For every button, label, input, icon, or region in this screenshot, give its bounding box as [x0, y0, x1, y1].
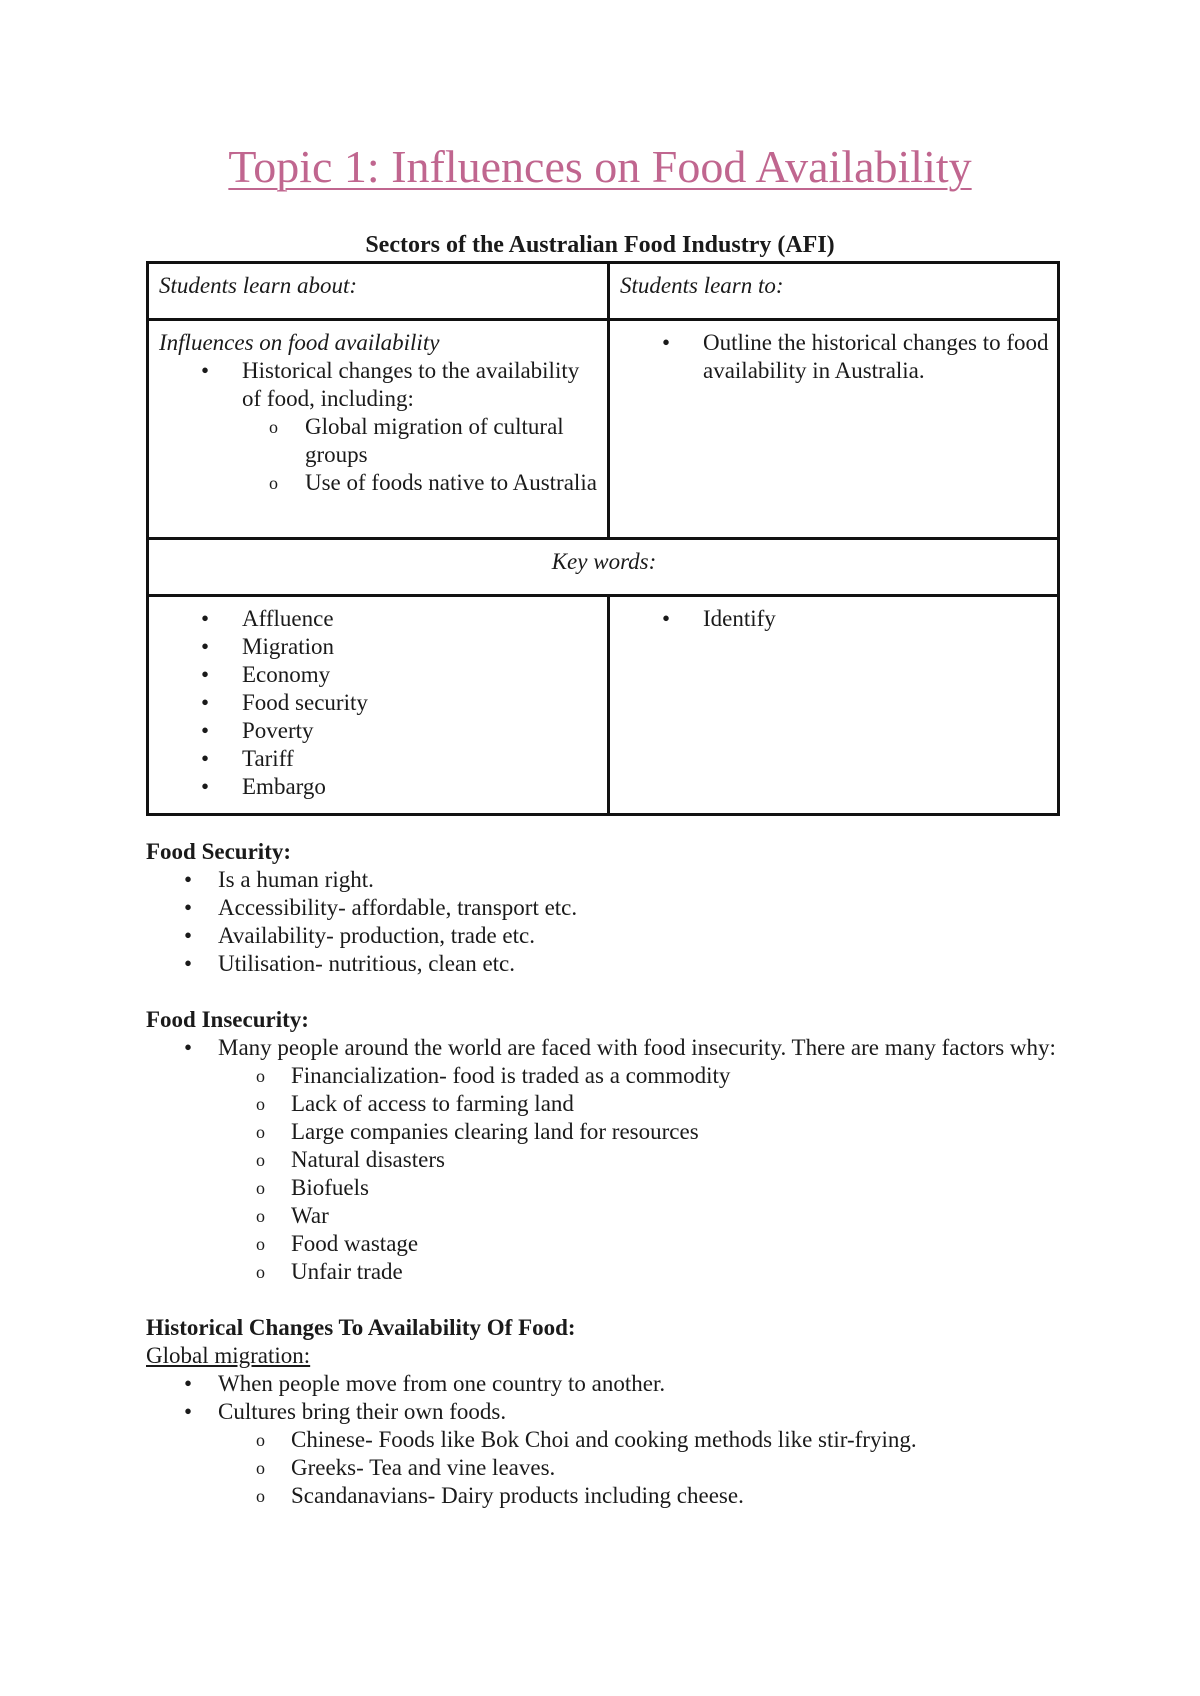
page-title: Topic 1: Influences on Food Availability [228, 141, 972, 192]
key-words-row [148, 539, 1059, 596]
notes-body [146, 838, 1076, 1510]
learn-to-cell [609, 320, 1059, 539]
global-migration-subheading: Global migration: [146, 1343, 311, 1368]
syllabus-table [146, 261, 1060, 816]
food-security-heading: Food Security: [146, 839, 292, 864]
learn-to-list [620, 329, 1049, 385]
list-item: • Tariff [159, 745, 599, 773]
list-item: • When people move from one country to another. [146, 1370, 1076, 1398]
global-migration-list [146, 1370, 1076, 1426]
list-item: • Embargo [159, 773, 599, 801]
key-words-right-list [620, 605, 1049, 633]
learn-about-heading: Influences on food availability [159, 330, 440, 355]
list-item: • Is a human right. [146, 866, 1076, 894]
learn-about-cell [148, 320, 609, 539]
food-insecurity-list [146, 1034, 1076, 1062]
list-item: o Large companies clearing land for resources [146, 1118, 1076, 1146]
list-item: o Global migration of cultural groups [159, 413, 599, 469]
list-item: • Availability- production, trade etc. [146, 922, 1076, 950]
list-item: • Utilisation- nutritious, clean etc. [146, 950, 1076, 978]
food-insecurity-factors [146, 1062, 1076, 1286]
key-words-label: Key words: [148, 539, 1059, 596]
key-words-right-cell [609, 596, 1059, 815]
list-item: o Chinese- Foods like Bok Choi and cooking methods like stir-frying. [146, 1426, 1076, 1454]
list-item: o Natural disasters [146, 1146, 1076, 1174]
list-item: • Identify [620, 605, 1049, 633]
list-item: o Unfair trade [146, 1258, 1076, 1286]
table-header-row [148, 263, 1059, 320]
list-item: • Many people around the world are faced with food insecurity. There are many factors why: [146, 1034, 1076, 1062]
table-caption: Sectors of the Australian Food Industry (AFI) [365, 232, 835, 258]
key-words-content-row [148, 596, 1059, 815]
list-item: o Lack of access to farming land [146, 1090, 1076, 1118]
culture-examples-list [146, 1426, 1076, 1510]
food-security-list [146, 866, 1076, 978]
list-item: • Cultures bring their own foods. [146, 1398, 1076, 1426]
list-item: • Accessibility- affordable, transport etc. [146, 894, 1076, 922]
list-item: o Scandanavians- Dairy products including cheese. [146, 1482, 1076, 1510]
historical-changes-heading: Historical Changes To Availability Of Food: [146, 1315, 576, 1340]
learn-about-sublist [159, 413, 599, 497]
table-content-row [148, 320, 1059, 539]
key-words-left-cell [148, 596, 609, 815]
list-item: o Financialization- food is traded as a commodity [146, 1062, 1076, 1090]
list-item: • Economy [159, 661, 599, 689]
list-item: o Greeks- Tea and vine leaves. [146, 1454, 1076, 1482]
list-item: • Migration [159, 633, 599, 661]
header-learn-to: Students learn to: [609, 263, 1059, 320]
list-item: o Use of foods native to Australia [159, 469, 599, 497]
list-item: • Poverty [159, 717, 599, 745]
list-item: o Food wastage [146, 1230, 1076, 1258]
list-item: o War [146, 1202, 1076, 1230]
list-item: • Outline the historical changes to food availability in Australia. [620, 329, 1049, 385]
list-item: • Food security [159, 689, 599, 717]
learn-about-list [159, 357, 599, 497]
list-item: o Biofuels [146, 1174, 1076, 1202]
key-words-left-list [159, 605, 599, 801]
list-item: • Affluence [159, 605, 599, 633]
food-insecurity-heading: Food Insecurity: [146, 1007, 309, 1032]
list-item: • Historical changes to the availability of food, including: o Global migration of cultural groups o Use of foods native to Australia [159, 357, 599, 497]
header-learn-about: Students learn about: [148, 263, 609, 320]
